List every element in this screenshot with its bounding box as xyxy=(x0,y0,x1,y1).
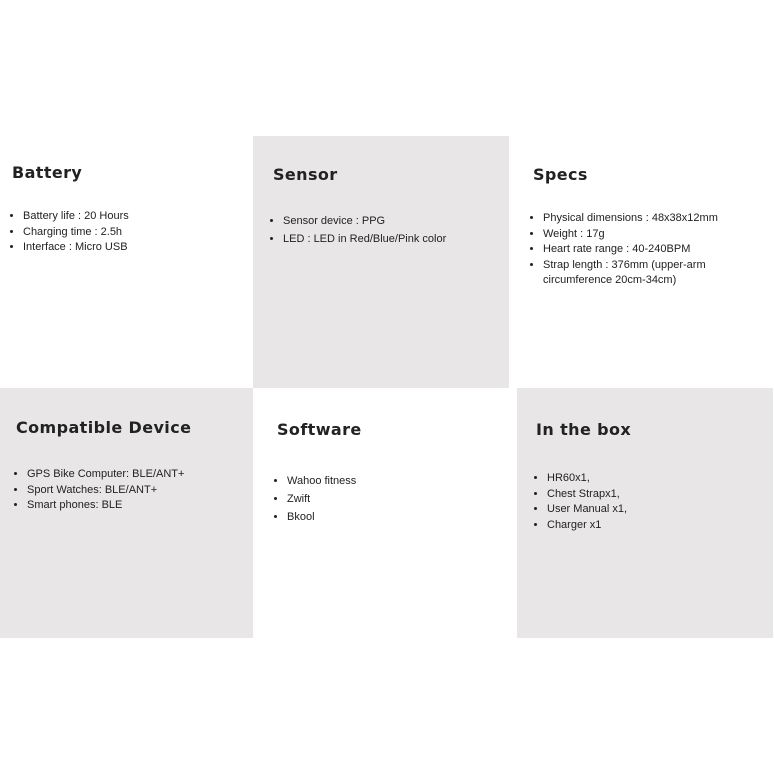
software-section xyxy=(253,388,517,638)
list-item: • Sensor device : PPG xyxy=(283,212,518,230)
list-item: • GPS Bike Computer: BLE/ANT+ xyxy=(27,467,262,483)
specs-title: Specs xyxy=(533,165,588,184)
compatible-device-list xyxy=(12,467,262,514)
list-item: • LED : LED in Red/Blue/Pink color xyxy=(283,230,518,248)
battery-section xyxy=(0,136,253,389)
list-item: • Interface : Micro USB xyxy=(23,240,258,256)
list-item: • Charger x1 xyxy=(547,518,774,534)
list-item: • Charging time : 2.5h xyxy=(23,225,258,241)
list-item: • Sport Watches: BLE/ANT+ xyxy=(27,483,262,499)
compatible-device-title: Compatible Device xyxy=(16,418,192,437)
list-item: • Chest Strapx1, xyxy=(547,487,774,503)
in-the-box-title: In the box xyxy=(536,420,632,439)
list-item: • HR60x1, xyxy=(547,471,774,487)
list-item: • Smart phones: BLE xyxy=(27,498,262,514)
software-title: Software xyxy=(277,420,362,439)
sensor-title: Sensor xyxy=(273,165,338,184)
in-the-box-section xyxy=(517,388,773,638)
in-the-box-list xyxy=(532,471,774,533)
list-item: • Physical dimensions : 48x38x12mm xyxy=(543,211,773,227)
compatible-device-section xyxy=(0,388,253,638)
sensor-list xyxy=(268,212,518,248)
sensor-section xyxy=(253,136,509,388)
list-item: • Heart rate range : 40-240BPM xyxy=(543,242,773,258)
list-item: • Wahoo fitness xyxy=(287,472,522,490)
battery-title: Battery xyxy=(12,163,83,182)
list-item: • Bkool xyxy=(287,508,522,526)
list-item: • Battery life : 20 Hours xyxy=(23,209,258,225)
list-item: • Strap length : 376mm (upper-arm circumference 20cm-34cm) xyxy=(543,258,773,289)
specs-section xyxy=(509,136,774,389)
battery-list xyxy=(8,209,258,256)
specs-list xyxy=(528,211,773,289)
list-item: • Zwift xyxy=(287,490,522,508)
list-item: • Weight : 17g xyxy=(543,227,773,243)
software-list xyxy=(272,472,522,526)
list-item: • User Manual x1, xyxy=(547,502,774,518)
